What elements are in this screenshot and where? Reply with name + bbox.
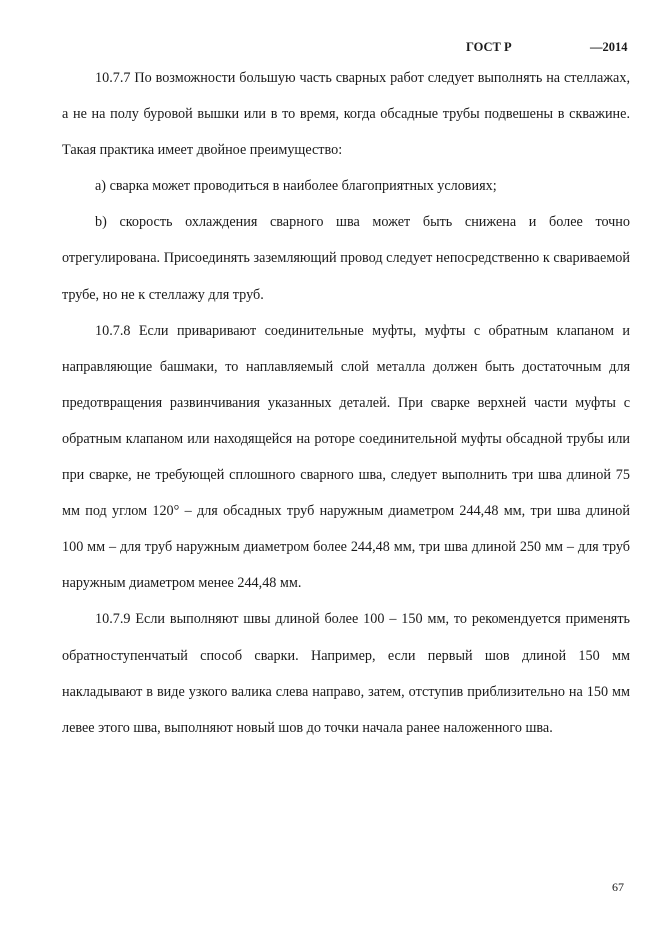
paragraph-10-7-9: 10.7.9 Если выполняют швы длиной более 100 – 150 мм, то рекомендуется применять обратноступенчатый способ сварки. Например, если первый шов длиной 150 мм накладывают в виде узкого валика слева направо, затем, отступив приблизительно на 150 мм левее этого шва, выполняют новый шов до точки начала ранее наложенного шва. <box>62 611 630 736</box>
document-body <box>62 60 630 746</box>
list-item-a: a) сварка может проводиться в наиболее благоприятных условиях; <box>95 178 497 195</box>
page-number: 67 <box>612 880 624 894</box>
standard-year: —2014 <box>590 40 628 54</box>
page-header <box>0 40 661 60</box>
list-item-b: b) скорость охлаждения сварного шва может быть снижена и более точно отрегулирована. Присоединять заземляющий провод следует непосредственно к свариваемой трубе, но не к стеллажу для труб. <box>62 214 630 303</box>
paragraph-10-7-7: 10.7.7 По возможности большую часть сварных работ следует выполнять на стеллажах, а не на полу буровой вышки или в то время, когда обсадные трубы подвешены в скважине. Такая практика имеет двойное преимущество: <box>62 70 630 159</box>
standard-designation: ГОСТ Р <box>466 40 512 54</box>
paragraph-10-7-8: 10.7.8 Если приваривают соединительные муфты, муфты с обратным клапаном и направляющие башмаки, то наплавляемый слой металла должен быть достаточным для предотвращения развинчивания указанных деталей. При сварке верхней части муфты с обратным клапаном или находящейся на роторе соединительной муфты обсадной трубы или при сварке, не требующей сплошного сварного шва, следует выполнить три шва длиной 75 мм под углом 120° – для обсадных труб наружным диаметром 244,48 мм, три шва длиной 100 мм – для труб наружным диаметром более 244,48 мм, три шва длиной 250 мм – для труб наружным диаметром менее 244,48 мм. <box>62 322 630 592</box>
